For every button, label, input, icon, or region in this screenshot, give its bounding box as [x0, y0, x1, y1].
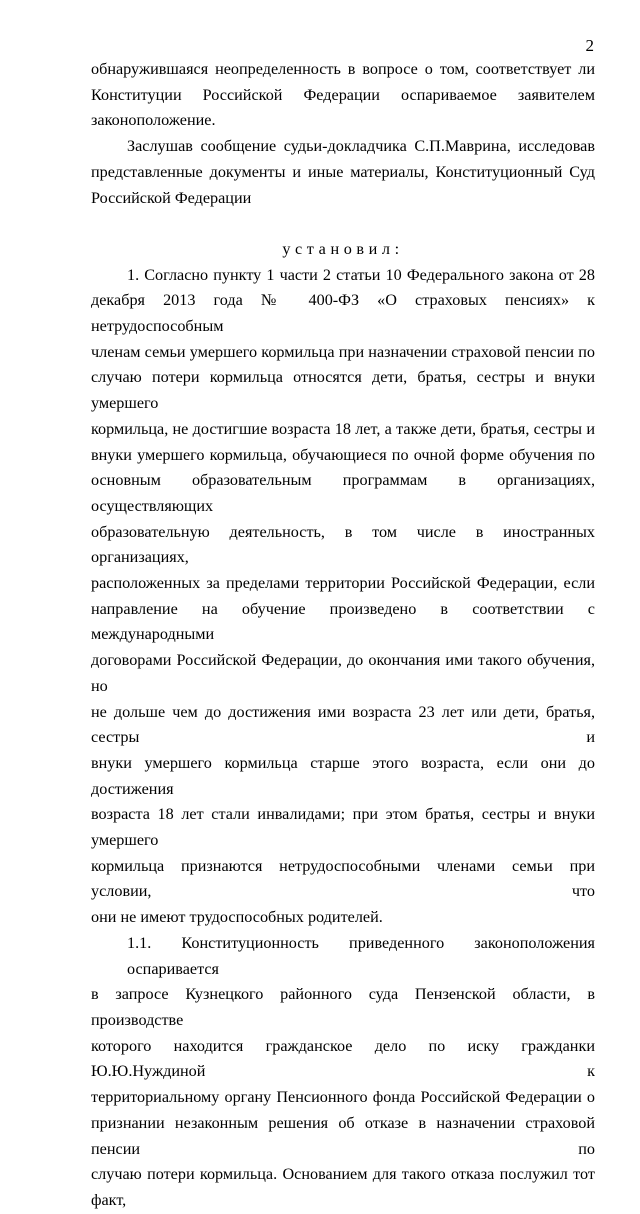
- text-line: признании незаконным решения об отказе в назначении страховой пенсии по: [91, 1113, 595, 1158]
- text-line: внуки умершего кормильца старше этого возраста, если они до достижения: [91, 753, 595, 798]
- text-line: не дольше чем до достижения ими возраста 23 лет или дети, братья, сестры и: [91, 702, 595, 747]
- text-line: 1.1. Конституционность приведенного законоположения оспаривается: [127, 933, 595, 978]
- text-line: в запросе Кузнецкого районного суда Пензенской области, в производстве: [91, 985, 595, 1029]
- text-line: законоположение.: [91, 111, 216, 130]
- text-line: Конституции Российской Федерации оспариваемое заявителем: [91, 85, 595, 104]
- text-line: декабря 2013 года № 400-ФЗ «О страховых пенсиях» к нетрудоспособным: [91, 291, 595, 336]
- text-line: членам семьи умершего кормильца при назначении страховой пенсии по: [91, 342, 595, 361]
- text-line: договорами Российской Федерации, до окончания ими такого обучения, но: [91, 651, 595, 695]
- text-line: основным образовательным программам в организациях, осуществляющих: [91, 471, 595, 515]
- paragraph: [91, 263, 595, 931]
- text-line: случаю потери кормильца. Основанием для такого отказа послужил тот факт,: [91, 1165, 595, 1209]
- text-line: установил:: [282, 239, 404, 258]
- text-line: представленные документы и иные материалы, Конституционный Суд: [91, 162, 595, 181]
- text-line: Российской Федерации: [91, 188, 252, 207]
- paragraph: [91, 931, 595, 1214]
- section-heading: [91, 237, 595, 263]
- text-line: направление на обучение произведено в соответствии с международными: [91, 599, 595, 644]
- text-line: кормильца признаются нетрудоспособными членами семьи при условии, что: [91, 856, 595, 901]
- text-line: 1. Согласно пункту 1 части 2 статьи 10 Федерального закона от 28: [127, 265, 595, 284]
- text-line: они не имеют трудоспособных родителей.: [91, 908, 383, 927]
- text-line: внуки умершего кормильца, обучающиеся по очной форме обучения по: [91, 445, 595, 464]
- text-line: которого находится гражданское дело по иску гражданки Ю.Ю.Нуждиной к: [91, 1036, 595, 1081]
- paragraph: [91, 57, 595, 134]
- text-line: территориальному органу Пенсионного фонда Российской Федерации о: [91, 1088, 595, 1107]
- text-line: образовательную деятельность, в том числе в иностранных организациях,: [91, 522, 595, 567]
- text-line: Заслушав сообщение судьи-докладчика С.П.Маврина, исследовав: [127, 137, 595, 156]
- paragraph: [91, 134, 595, 211]
- text-line: расположенных за пределами территории Российской Федерации, если: [91, 574, 595, 593]
- text-line: обнаружившаяся неопределенность в вопросе о том, соответствует ли: [91, 60, 595, 78]
- blank-line: [91, 211, 595, 237]
- text-line: кормильца, не достигшие возраста 18 лет, а также дети, братья, сестры и: [91, 419, 595, 438]
- text-line: возраста 18 лет стали инвалидами; при этом братья, сестры и внуки умершего: [91, 805, 595, 850]
- page-number: 2: [585, 36, 594, 55]
- document-body: [91, 57, 595, 1214]
- text-line: случаю потери кормильца относятся дети, братья, сестры и внуки умершего: [91, 368, 595, 413]
